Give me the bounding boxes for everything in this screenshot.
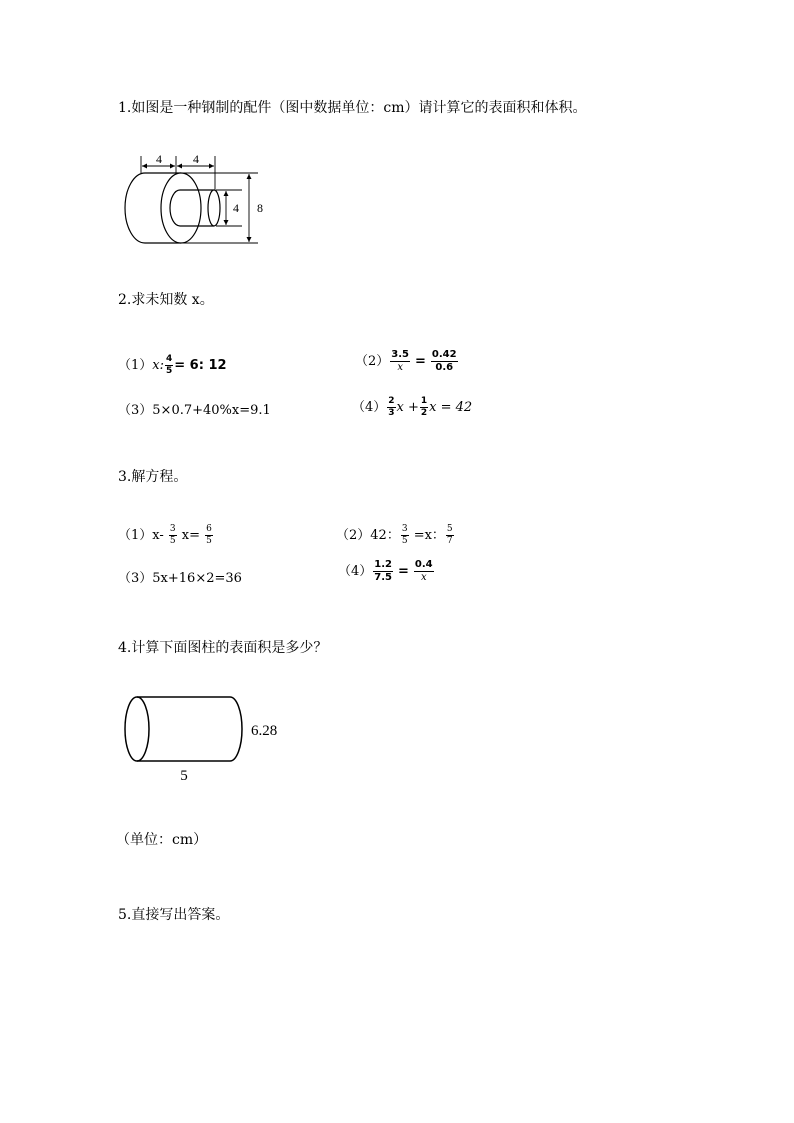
- dim-inner-height-label: 4: [233, 201, 239, 215]
- dim-top-right-label: 4: [193, 152, 199, 166]
- q4-unit-text: （单位：cm）: [116, 832, 208, 848]
- q2-item-4: [352, 396, 472, 418]
- q3-item-2-pre: 42：: [370, 528, 400, 543]
- dim-top-left-label: 4: [156, 152, 162, 166]
- q2-item-4-frac-2: $\frac{1}{2}$: [420, 396, 428, 418]
- q2-item-4-frac-1: $\frac{2}{3}$: [388, 396, 395, 418]
- q3-item-4: [338, 560, 435, 583]
- q3-item-1-frac-1: $\frac{3}{5}$: [169, 524, 176, 546]
- q3-item-1-frac-2: $\frac{6}{5}$: [206, 524, 212, 546]
- q3-item-1-label: （1）: [118, 528, 153, 543]
- q2-item-2: [355, 350, 459, 373]
- q3-item-4-lhs: $\frac{1.2}{7.5}$: [374, 559, 392, 583]
- q2-item-1: [118, 354, 227, 376]
- q3-item-2-mid: =x：: [409, 528, 445, 543]
- q3-item-2: [336, 524, 455, 546]
- question-4-text: 4.计算下面图柱的表面积是多少？: [118, 640, 328, 656]
- q3-item-2-frac-1: $\frac{3}{5}$: [401, 524, 408, 546]
- q2-item-4-post: x = 42: [429, 400, 473, 415]
- q2-item-1-label: （1）: [118, 358, 153, 373]
- q3-item-3: [118, 567, 242, 586]
- q2-item-2-rhs: $\frac{0.42}{0.6}$: [431, 349, 457, 373]
- q2-item-4-mid: x +: [396, 400, 419, 415]
- question-4-figure: [118, 692, 298, 784]
- q3-item-1-pre: x-: [152, 528, 168, 543]
- cylinder-height-label: 6.28: [251, 723, 278, 739]
- cylinder-length-label: 5: [180, 768, 188, 784]
- q3-item-2-label: （2）: [336, 528, 371, 543]
- dim-outer-height-label: 8: [257, 201, 263, 215]
- q3-item-4-eq: =: [398, 564, 409, 579]
- q3-item-2-frac-2: $\frac{5}{7}$: [446, 524, 453, 546]
- q3-item-1: [118, 524, 214, 546]
- question-3-text: 3.解方程。: [118, 469, 188, 485]
- q3-item-4-label: （4）: [338, 564, 373, 579]
- question-5-text: 5.直接写出答案。: [118, 907, 230, 923]
- q2-item-2-label: （2）: [355, 354, 390, 369]
- q2-item-2-eq: =: [415, 354, 426, 369]
- question-1-text: 1.如图是一种钢制的配件（图中数据单位：cm）请计算它的表面积和体积。: [118, 100, 587, 116]
- q3-item-1-mid: x=: [177, 528, 205, 543]
- q2-item-1-frac: $\frac{4}{5}$: [166, 354, 173, 376]
- q2-item-3-label: （3）: [118, 403, 153, 418]
- q3-item-4-rhs: $\frac{0.4}{x}$: [414, 559, 433, 583]
- q2-item-4-label: （4）: [352, 400, 387, 415]
- question-1-figure: [118, 148, 278, 250]
- q3-item-3-label: （3）: [118, 571, 153, 586]
- q2-item-1-pre: x:: [152, 358, 164, 373]
- q3-item-3-text: 5x+16×2=36: [152, 571, 242, 586]
- question-2-text: 2.求未知数 x。: [118, 292, 214, 308]
- q2-item-1-post: = 6: 12: [174, 358, 227, 373]
- q2-item-3: [118, 399, 271, 418]
- q2-item-3-text: 5×0.7+40%x=9.1: [152, 403, 271, 418]
- q2-item-2-lhs: $\frac{3.5}{x}$: [391, 349, 409, 373]
